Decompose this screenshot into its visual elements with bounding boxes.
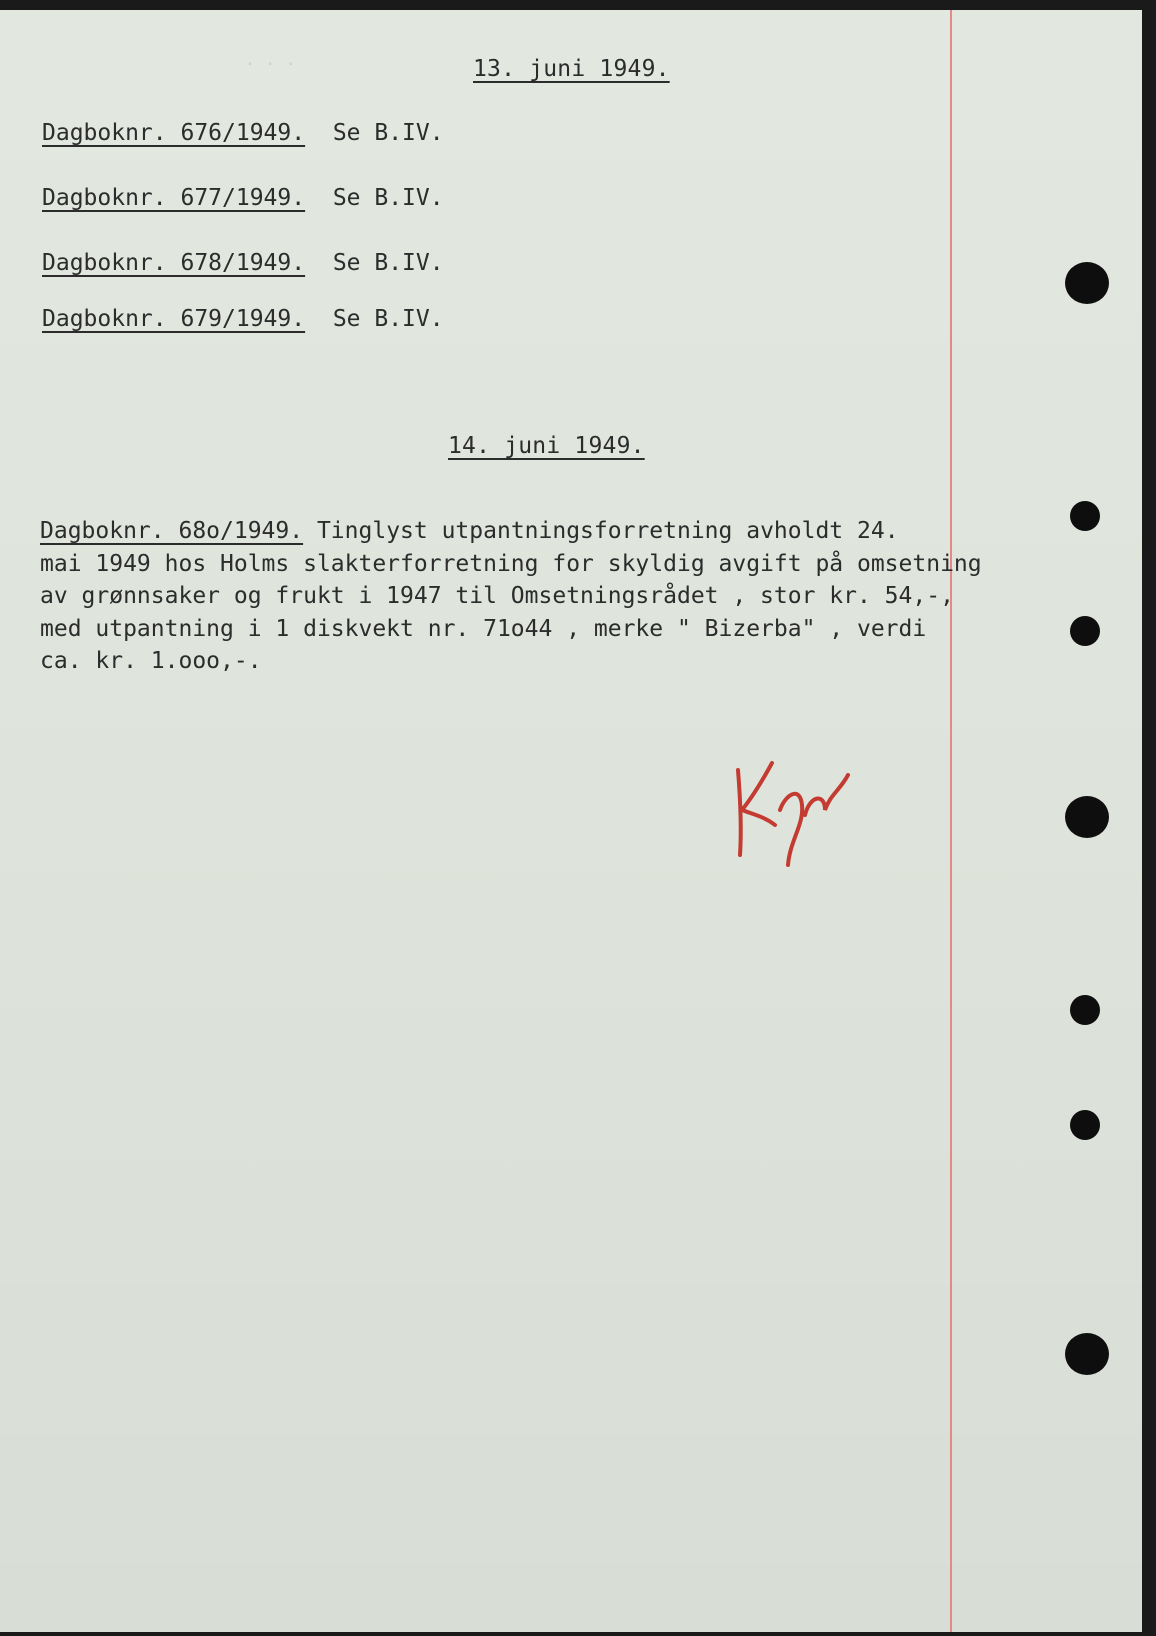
paragraph-line: mai 1949 hos Holms slakterforretning for skyldig avgift på omsetning	[40, 550, 982, 577]
entry-ref: Dagboknr. 677/1949.	[42, 185, 306, 211]
paragraph-line: ca. kr. 1.ooo,-.	[40, 648, 262, 674]
entry-note: Se B.IV.	[332, 120, 444, 146]
entry-ref: Dagboknr. 676/1949.	[42, 120, 306, 146]
punch-hole	[1065, 796, 1109, 838]
journal-entry	[42, 120, 444, 146]
punch-hole	[1065, 1333, 1109, 1375]
document-page	[0, 10, 1142, 1632]
paragraph-line: Dagboknr. 68o/1949. Tinglyst utpantningsforretning avholdt 24.	[40, 518, 899, 544]
date-heading-14-juni: 14. juni 1949.	[448, 433, 645, 459]
handwritten-signature	[730, 755, 860, 885]
entry-ref: Dagboknr. 678/1949.	[42, 250, 306, 276]
journal-entry	[42, 306, 444, 332]
bleed-through: . . .	[40, 50, 296, 70]
journal-entry	[42, 185, 444, 211]
punch-hole	[1070, 1110, 1100, 1140]
punch-hole	[1070, 616, 1100, 646]
paragraph-line: med utpantning i 1 diskvekt nr. 71o44 , merke " Bizerba" , verdi	[40, 615, 927, 642]
journal-entry	[42, 250, 444, 276]
punch-hole	[1070, 995, 1100, 1025]
paragraph-line: av grønnsaker og frukt i 1947 til Omsetningsrådet , stor kr. 54,-,	[40, 583, 954, 609]
entry-note: Se B.IV.	[332, 185, 444, 211]
margin-line	[950, 10, 952, 1632]
journal-paragraph	[40, 515, 982, 678]
punch-hole	[1070, 501, 1100, 531]
entry-note: Se B.IV.	[332, 306, 444, 332]
date-heading-13-juni: 13. juni 1949.	[473, 56, 670, 82]
entry-note: Se B.IV.	[332, 250, 444, 276]
paragraph-ref: Dagboknr. 68o/1949.	[40, 518, 304, 544]
entry-ref: Dagboknr. 679/1949.	[42, 306, 306, 332]
punch-hole	[1065, 262, 1109, 304]
